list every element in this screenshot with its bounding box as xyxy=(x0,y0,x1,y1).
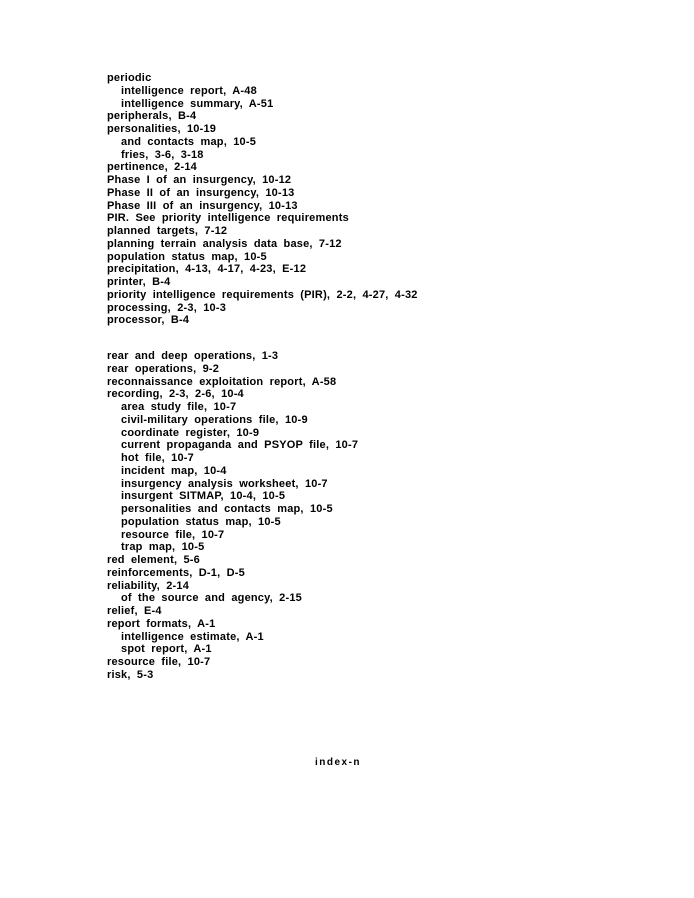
index-subentry: intelligence summary, A-51 xyxy=(121,97,274,110)
index-entry: processor, B-4 xyxy=(107,314,190,327)
index-entry: Phase III of an insurgency, 10-13 xyxy=(107,199,298,212)
index-subentry: insurgency analysis worksheet, 10-7 xyxy=(121,477,328,490)
index-subentry: spot report, A-1 xyxy=(121,643,212,656)
index-section-p xyxy=(107,72,647,327)
index-subentry: insurgent SITMAP, 10-4, 10-5 xyxy=(121,490,286,503)
index-subentry: trap map, 10-5 xyxy=(121,541,205,554)
index-subentry: resource file, 10-7 xyxy=(121,528,225,541)
index-section-r xyxy=(107,350,647,682)
index-entry: reliability, 2-14 xyxy=(107,579,190,592)
index-entry: Phase I of an insurgency, 10-12 xyxy=(107,174,292,186)
index-entry: PIR. See priority intelligence requirements xyxy=(107,212,349,225)
index-subentry: area study file, 10-7 xyxy=(121,401,237,413)
index-subentry: incident map, 10-4 xyxy=(121,464,227,477)
index-subentry: current propaganda and PSYOP file, 10-7 xyxy=(121,439,359,452)
index-subentry: population status map, 10-5 xyxy=(121,515,281,528)
index-entry: reinforcements, D-1, D-5 xyxy=(107,566,245,579)
index-entry: rear and deep operations, 1-3 xyxy=(107,350,279,362)
index-entry: report formats, A-1 xyxy=(107,617,216,630)
index-entry: periodic xyxy=(107,72,152,84)
index-entry: precipitation, 4-13, 4-17, 4-23, E-12 xyxy=(107,263,307,276)
index-entry: relief, E-4 xyxy=(107,605,162,617)
index-subentry: hot file, 10-7 xyxy=(121,452,194,464)
index-subentry: of the source and agency, 2-15 xyxy=(121,592,302,605)
index-entry: risk, 5-3 xyxy=(107,668,154,681)
index-subentry: fries, 3-6, 3-18 xyxy=(121,148,204,161)
index-subentry: coordinate register, 10-9 xyxy=(121,426,260,439)
index-entry: population status map, 10-5 xyxy=(107,250,267,263)
index-entry: recording, 2-3, 2-6, 10-4 xyxy=(107,388,244,401)
index-entry: planning terrain analysis data base, 7-12 xyxy=(107,237,342,250)
index-entry: pertinence, 2-14 xyxy=(107,161,197,174)
index-entry: peripherals, B-4 xyxy=(107,110,197,123)
index-subentry: personalities and contacts map, 10-5 xyxy=(121,503,333,515)
index-entry: Phase II of an insurgency, 10-13 xyxy=(107,186,295,199)
index-subentry: civil-military operations file, 10-9 xyxy=(121,413,308,426)
index-entry: personalities, 10-19 xyxy=(107,123,217,135)
index-subentry: intelligence report, A-48 xyxy=(121,84,257,97)
index-entry: resource file, 10-7 xyxy=(107,656,211,668)
index-entry: planned targets, 7-12 xyxy=(107,225,228,237)
index-entry: processing, 2-3, 10-3 xyxy=(107,301,227,314)
index-entry: priority intelligence requirements (PIR), 2-2, 4-27, 4-32 xyxy=(107,288,418,301)
index-entry: red element, 5-6 xyxy=(107,554,200,566)
index-subentry: and contacts map, 10-5 xyxy=(121,135,257,148)
index-entry: rear operations, 9-2 xyxy=(107,362,220,375)
index-subentry: intelligence estimate, A-1 xyxy=(121,630,264,643)
index-entry: reconnaissance exploitation report, A-58 xyxy=(107,375,337,388)
index-entry: printer, B-4 xyxy=(107,276,171,288)
page-footer-label: index-n xyxy=(314,757,362,768)
